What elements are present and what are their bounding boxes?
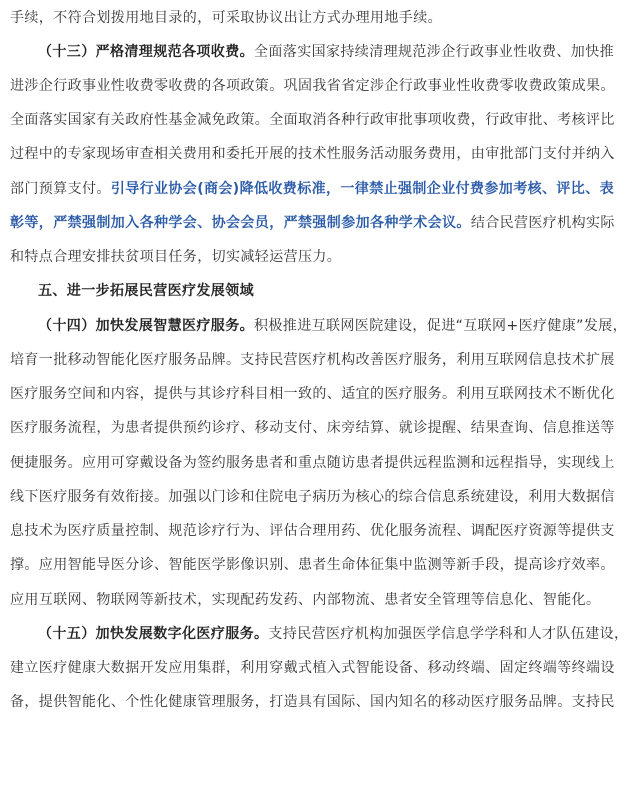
text-line-11: 培育一批移动智能化医疗服务品牌。支持民营医疗机构改善医疗服务，利用互联网信息技术扩展: [10, 352, 615, 368]
text-line-15: 线下医疗服务有效衔接。加强以门诊和住院电子病历为核心的综合信息系统建设，利用大数据信: [10, 489, 615, 505]
text-line-19: （十五）加快发展数字化医疗服务。支持民营医疗机构加强医学信息学学科和人才队伍建设，: [38, 626, 628, 642]
section-heading-13: （十三）严格清理规范各项收费。: [38, 44, 254, 60]
text-line-17: 撑。应用智能导医分诊、智能医学影像识别、患者生命体征集中监测等新手段，提高诊疗效率。: [10, 557, 615, 573]
text-line-16: 息技术为医疗质量控制、规范诊疗行为、评估合理用药、优化服务流程、调配医疗资源等提供支: [10, 523, 615, 539]
text-line-7: 彰等，严禁强制加入各种学会、协会会员，严禁强制参加各种学术会议。结合民营医疗机构实际: [10, 215, 615, 231]
chapter-heading-5: 五、进一步拓展民营医疗发展领域: [38, 283, 254, 299]
section-heading-14: （十四）加快发展智慧医疗服务。: [38, 318, 254, 334]
text-line-18: 应用互联网、物联网等新技术，实现配药发药、内部物流、患者安全管理等信息化、智能化。: [10, 592, 601, 608]
text-line-8: 和特点合理安排扶贫项目任务，切实减轻运营压力。: [10, 249, 342, 265]
text-line-2: （十三）严格清理规范各项收费。全面落实国家持续清理规范涉企行政事业性收费、加快推: [38, 44, 614, 60]
text-line-14: 便捷服务。应用可穿戴设备为签约服务患者和重点随访患者提供远程监测和远程指导，实现线上: [10, 455, 615, 471]
text-line-12: 医疗服务空间和内容，提供与其诊疗科目相一致的、适宜的医疗服务。利用互联网技术不断优化: [10, 386, 615, 402]
text-line-3: 进涉企行政事业性收费零收费的各项政策。巩固我省省定涉企行政事业性收费零收费政策成果。: [10, 78, 615, 94]
text-line-5: 过程中的专家现场审查相关费用和委托开展的技术性服务活动服务费用，由审批部门支付并纳入: [10, 146, 615, 162]
text-line-1: 手续，不符合划拨用地目录的，可采取协议出让方式办理用地手续。: [10, 10, 442, 26]
text-line-4: 全面落实国家有关政府性基金减免政策。全面取消各种行政审批事项收费，行政审批、考核评比: [10, 112, 615, 128]
section-heading-15: （十五）加快发展数字化医疗服务。: [38, 626, 269, 642]
highlighted-text: 彰等，严禁强制加入各种学会、协会会员，严禁强制参加各种学术会议。: [10, 215, 471, 231]
text-line-6: 部门预算支付。引导行业协会(商会)降低收费标准，一律禁止强制企业付费参加考核、评比、表: [10, 181, 615, 197]
text-line-13: 医疗服务流程，为患者提供预约诊疗、移动支付、床旁结算、就诊提醒、结果查询、信息推送等: [10, 420, 615, 436]
text-line-21: 备，提供智能化、个性化健康管理服务，打造具有国际、国内知名的移动医疗服务品牌。支持民: [10, 694, 615, 710]
text-line-10: （十四）加快发展智慧医疗服务。积极推进互联网医院建设，促进“互联网+医疗健康”发展，: [38, 318, 628, 334]
text-line-20: 建立医疗健康大数据开发应用集群，利用穿戴式植入式智能设备、移动终端、固定终端等终端设: [10, 660, 615, 676]
highlighted-text: 引导行业协会(商会)降低收费标准，一律禁止强制企业付费参加考核、评比、表: [110, 181, 615, 197]
